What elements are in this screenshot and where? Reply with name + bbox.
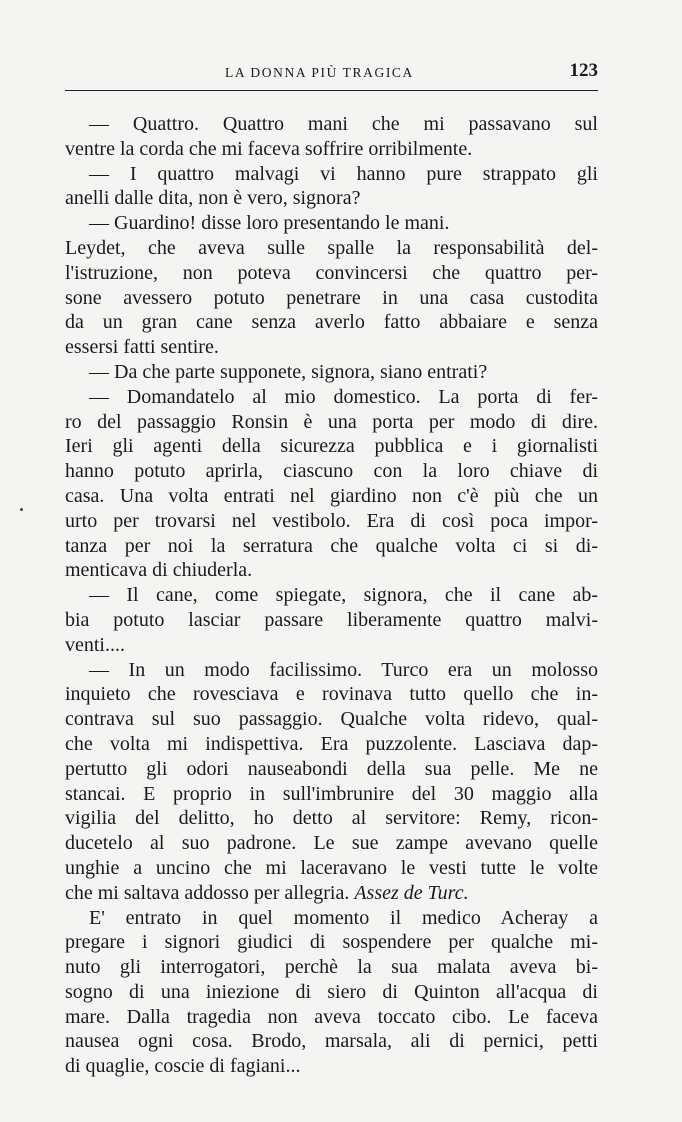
text-line (65, 881, 598, 906)
text-line-content: essersi fatti sentire. (65, 336, 219, 359)
text-line-content: — Domandatelo al mio domestico. La porta di fer- (89, 385, 598, 408)
text-line-content: nausea ogni cosa. Brodo, marsala, ali di pernici, petti (65, 1030, 598, 1053)
text-line-content: Ieri gli agenti della sicurezza pubblica e i giornalisti (65, 435, 598, 458)
text-line (65, 162, 598, 187)
text-line-content: hanno potuto aprirla, ciascuno con la loro chiave di (65, 460, 598, 483)
text-line-content: pregare i signori giudici di sospendere per qualche mi- (65, 931, 598, 954)
text-line (65, 633, 598, 658)
text-line (65, 1054, 598, 1079)
text-line (65, 459, 598, 484)
text-line-content: stancai. E proprio in sull'imbrunire del 30 maggio alla (65, 782, 598, 805)
text-line (65, 112, 598, 137)
text-line-content: menticava di chiuderla. (65, 559, 253, 582)
text-line (65, 757, 598, 782)
text-line-content: che volta mi indispettiva. Era puzzolente. Lasciava dap- (65, 732, 598, 755)
text-line-content: E' entrato in quel momento il medico Acheray a (89, 906, 598, 929)
text-line (65, 360, 598, 385)
text-line-content: — Il cane, come spiegate, signora, che il cane ab- (89, 584, 598, 607)
text-line-content: bia potuto lasciar passare liberamente quattro malvi- (65, 608, 598, 631)
text-line (65, 534, 598, 559)
text-line (65, 385, 598, 410)
text-line (65, 286, 598, 311)
text-line (65, 806, 598, 831)
text-line (65, 236, 598, 261)
text-line (65, 434, 598, 459)
text-line (65, 484, 598, 509)
text-line-content: sogno di una iniezione di siero di Quinton all'acqua di (65, 980, 598, 1003)
text-line (65, 1005, 598, 1030)
text-line-content: — Quattro. Quattro mani che mi passavano sul (89, 113, 598, 135)
text-line-content: l'istruzione, non poteva convincersi che quattro per- (65, 261, 598, 284)
text-line-content: unghie a uncino che mi laceravano le vesti tutte le volte (65, 856, 598, 879)
text-line (65, 261, 598, 286)
text-line (65, 608, 598, 633)
text-line (65, 335, 598, 360)
text-line-content: — Da che parte supponete, signora, siano entrati? (89, 360, 488, 383)
text-line-content: ventre la corda che mi faceva soffrire orribilmente. (65, 137, 473, 160)
text-line-content: — I quattro malvagi vi hanno pure strappato gli (89, 162, 598, 185)
text-line (65, 831, 598, 856)
text-line-content: da un gran cane senza averlo fatto abbaiare e senza (65, 311, 598, 334)
text-line (65, 137, 598, 162)
text-line-content: urto per trovarsi nel vestibolo. Era di così poca impor- (65, 509, 598, 532)
text-line-content: mare. Dalla tragedia non aveva toccato cibo. Le faceva (65, 1005, 598, 1028)
text-line-content: contrava sul suo passaggio. Qualche volta ridevo, qual- (65, 708, 598, 731)
page-body (65, 112, 598, 1079)
running-header (65, 62, 598, 92)
text-line (65, 410, 598, 435)
text-line-content: di quaglie, coscie di fagiani... (65, 1055, 301, 1078)
text-line (65, 732, 598, 757)
italic-phrase: Assez de Turc. (354, 881, 469, 904)
page-number: 123 (569, 60, 598, 81)
text-line (65, 906, 598, 931)
header-rule (65, 90, 598, 91)
running-title: LA DONNA PIÙ TRAGICA (225, 65, 414, 80)
text-line (65, 658, 598, 683)
text-line (65, 707, 598, 732)
text-line-content: sone avessero potuto penetrare in una casa custodita (65, 286, 598, 309)
text-line-content: Leydet, che aveva sulle spalle la responsabilità del- (65, 236, 598, 259)
text-line-content: anelli dalle dita, non è vero, signora? (65, 187, 361, 210)
scan-speck (20, 508, 23, 511)
text-line (65, 509, 598, 534)
text-line-content: nuto gli interrogatori, perchè la sua malata aveva bi- (65, 956, 598, 979)
text-line (65, 856, 598, 881)
text-line (65, 583, 598, 608)
text-line-content: che mi saltava addosso per allegria. (65, 881, 350, 904)
text-line-content: ro del passaggio Ronsin è una porta per modo di dire. (65, 410, 598, 433)
text-line (65, 211, 598, 236)
text-line (65, 1029, 598, 1054)
text-line (65, 682, 598, 707)
text-line (65, 782, 598, 807)
text-line (65, 980, 598, 1005)
text-line-content: — Guardino! disse loro presentando le mani. (89, 212, 450, 235)
text-line-content: tanza per noi la serratura che qualche volta ci si di- (65, 534, 598, 557)
text-line (65, 310, 598, 335)
text-line-content: venti.... (65, 633, 125, 656)
text-line-content: pertutto gli odori nauseabondi della sua pelle. Me ne (65, 757, 598, 780)
text-line-content: casa. Una volta entrati nel giardino non c'è più che un (65, 484, 598, 507)
text-line (65, 558, 598, 583)
text-line (65, 930, 598, 955)
text-line-content: — In un modo facilissimo. Turco era un molosso (89, 658, 598, 681)
text-line (65, 955, 598, 980)
text-line-content: ducetelo al suo padrone. Le sue zampe avevano quelle (65, 832, 598, 855)
text-line-content: inquieto che rovesciava e rovinava tutto quello che in- (65, 683, 598, 706)
text-line-content: vigilia del delitto, ho detto al servitore: Remy, ricon- (65, 807, 598, 830)
text-line (65, 186, 598, 211)
